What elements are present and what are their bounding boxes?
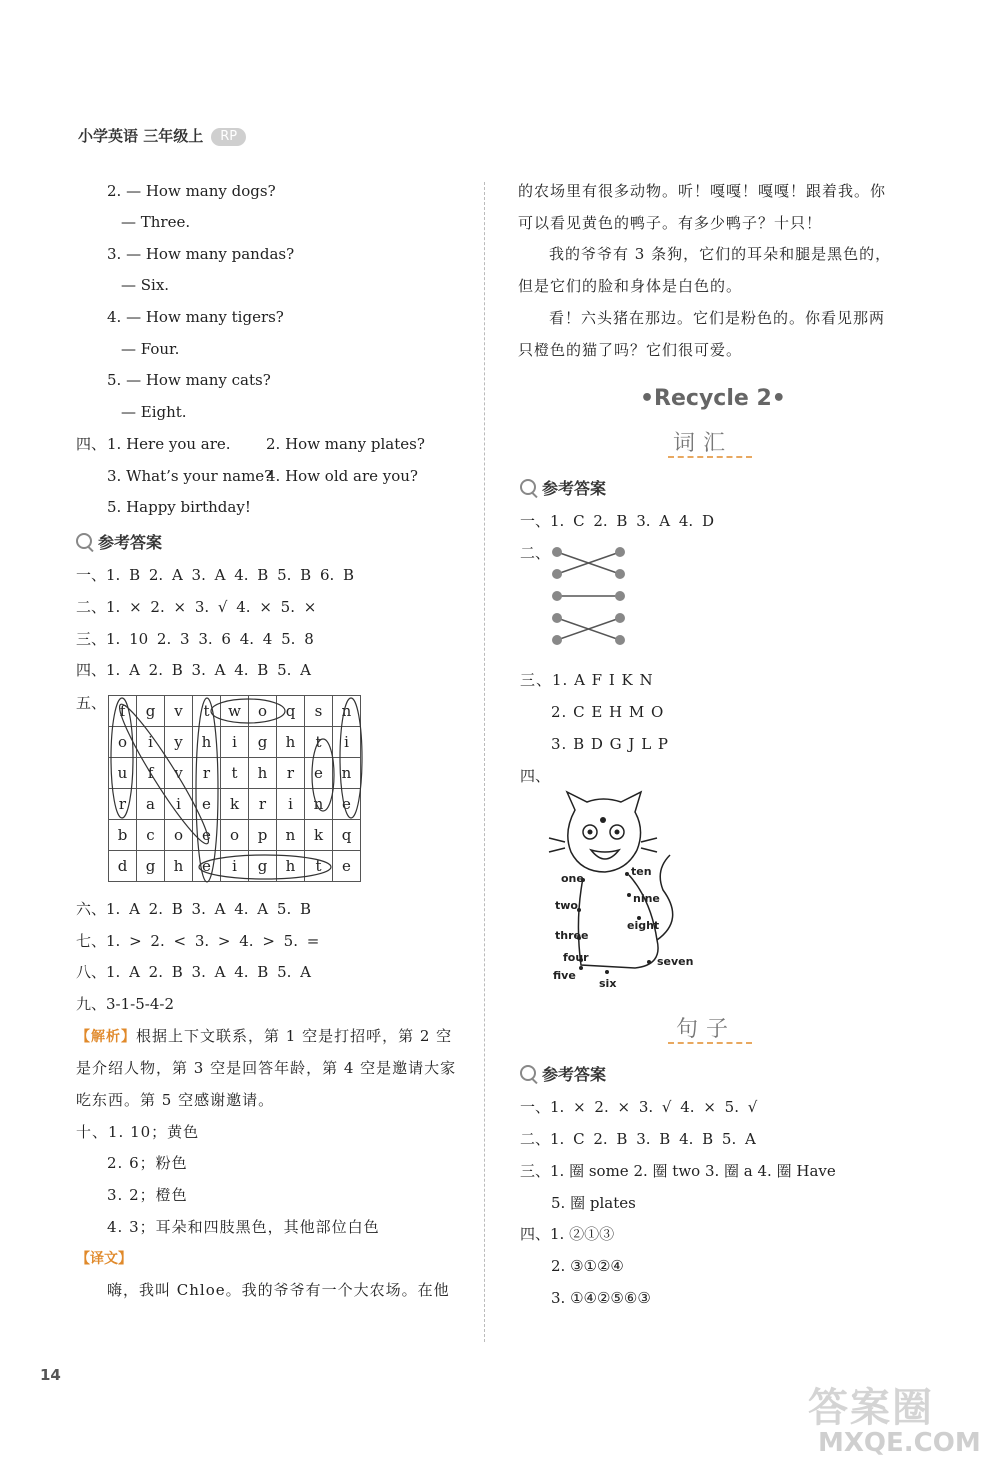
grid-cell: n (333, 696, 361, 727)
answer-line: 三、1. 圈 some 2. 圈 two 3. 圈 a 4. 圈 Have (520, 1162, 836, 1180)
grid-cell: f (137, 758, 165, 789)
grid-cell: o (249, 696, 277, 727)
grid-cell: r (277, 758, 305, 789)
cat-number-label: three (555, 929, 589, 942)
analysis-line: 吃东西。第 5 空感谢邀请。 (76, 1091, 275, 1109)
part4-item: 2. How many plates? (266, 435, 425, 453)
part10-line: 2. 6；粉色 (107, 1154, 188, 1172)
dialog-line: — Four. (121, 340, 180, 358)
dialog-line: 4. — How many tigers? (107, 308, 284, 326)
answer-line: 一、1. × 2. × 3. √ 4. × 5. √ (520, 1098, 758, 1116)
cat-number-label: four (563, 951, 589, 964)
watermark-logo: 答案圈 (808, 1385, 934, 1431)
grid-cell: v (165, 758, 193, 789)
grid-cell: n (333, 758, 361, 789)
reference-answers-heading (76, 530, 162, 553)
grid-cell: k (221, 789, 249, 820)
dialog-line: 2. — How many dogs? (107, 182, 276, 200)
matching-lines (545, 540, 635, 650)
answer-line: 3. ①④②⑤⑥③ (551, 1289, 651, 1307)
part4-label: 四、 (76, 435, 107, 453)
answer-line: 八、1. A 2. B 3. A 4. B 5. A (76, 963, 312, 981)
answer-line: 一、1. B 2. A 3. A 4. B 5. B 6. B (76, 566, 355, 584)
magnifier-icon (520, 1065, 536, 1081)
grid-cell: i (221, 851, 249, 882)
reference-label: 参考答案 (542, 1065, 607, 1084)
answer-line: 九、3-1-5-4-2 (76, 995, 174, 1013)
section-title: •Recycle 2• (640, 386, 786, 411)
grid-cell: c (137, 820, 165, 851)
grid-cell: e (333, 789, 361, 820)
analysis-tag: 【解析】 (76, 1029, 136, 1045)
grid-cell: n (277, 820, 305, 851)
part4-item: 1. Here you are. (107, 435, 231, 453)
grid-cell: g (249, 851, 277, 882)
answer-line: 四、1. ②①③ (520, 1225, 615, 1243)
grid-cell: v (165, 696, 193, 727)
column-divider (484, 182, 485, 1342)
word-circles (108, 695, 368, 885)
answer-line: 2. ③①②④ (551, 1257, 624, 1275)
cat-number-label: five (553, 969, 576, 982)
grid-cell: i (277, 789, 305, 820)
grid-cell: k (305, 820, 333, 851)
grid-label: 五、 (76, 694, 107, 712)
grid-cell: o (221, 820, 249, 851)
page-number: 14 (40, 1366, 61, 1384)
grid-cell: r (193, 758, 221, 789)
translation-tag: 【译文】 (76, 1251, 132, 1267)
translation-line: 看！六头猪在那边。它们是粉色的。你看见那两 (549, 309, 886, 327)
page-header (78, 125, 246, 146)
answer-line: 三、1. A F I K N (520, 671, 654, 689)
vocab-title: 词汇 (673, 431, 734, 456)
grid-cell: i (137, 727, 165, 758)
grid-cell: i (165, 789, 193, 820)
translation-line: 可以看见黄色的鸭子。有多少鸭子？十只！ (518, 214, 823, 232)
dialog-line: 3. — How many pandas? (107, 245, 295, 263)
grid-cell: r (109, 789, 137, 820)
grid-cell: h (277, 851, 305, 882)
dialog-line: — Three. (121, 213, 191, 231)
cat-number-label: ten (631, 865, 652, 878)
reference-label: 参考答案 (98, 533, 163, 552)
analysis-line: 是介绍人物，第 3 空是回答年龄，第 4 空是邀请大家 (76, 1059, 457, 1077)
reference-label: 参考答案 (542, 479, 607, 498)
grid-cell: r (249, 789, 277, 820)
cat-number-label: six (599, 977, 617, 990)
answer-line: 四、 (520, 767, 551, 785)
grid-cell: a (137, 789, 165, 820)
part4-item: 4. How old are you? (266, 467, 418, 485)
grid-cell: t (221, 758, 249, 789)
sentence-underline (668, 1042, 752, 1044)
header-title: 小学英语 三年级上 (78, 127, 204, 145)
grid-cell: h (249, 758, 277, 789)
cat-number-label: seven (657, 955, 694, 968)
reference-answers-heading (520, 476, 606, 499)
translation-line: 我的爷爷有 3 条狗，它们的耳朵和腿是黑色的， (549, 245, 892, 263)
word-search (108, 695, 361, 882)
analysis-text: 根据上下文联系，第 1 空是打招呼，第 2 空 (136, 1027, 453, 1045)
grid-cell: n (305, 789, 333, 820)
dialog-line: — Eight. (121, 403, 187, 421)
grid-cell: h (193, 727, 221, 758)
analysis-line (76, 1026, 452, 1047)
magnifier-icon (76, 533, 92, 549)
sentence-title: 句子 (676, 1017, 737, 1042)
grid-cell: e (333, 851, 361, 882)
vocab-underline (668, 456, 752, 458)
part10-line: 4. 3；耳朵和四肢黑色，其他部位白色 (107, 1218, 380, 1236)
translation-line: 只橙色的猫了吗？它们很可爱。 (518, 341, 743, 359)
grid-cell: t (305, 851, 333, 882)
cat-number-label: nine (633, 892, 660, 905)
grid-cell: t (193, 696, 221, 727)
translation-line: 的农场里有很多动物。听！嘎嘎！嘎嘎！跟着我。你 (518, 182, 887, 200)
grid-cell: e (305, 758, 333, 789)
part10-line: 十、1. 10；黄色 (76, 1123, 200, 1141)
answer-line: 四、1. A 2. B 3. A 4. B 5. A (76, 661, 312, 679)
magnifier-icon (520, 479, 536, 495)
cat-number-label: two (555, 899, 578, 912)
answer-line: 六、1. A 2. B 3. A 4. A 5. B (76, 900, 312, 918)
cat-number-label: eight (627, 919, 660, 932)
grid-cell: u (109, 758, 137, 789)
grid-cell: h (277, 727, 305, 758)
part4-item: 3. What’s your name? (107, 467, 273, 485)
answer-line: 二、1. C 2. B 3. B 4. B 5. A (520, 1130, 756, 1148)
grid-cell: g (137, 851, 165, 882)
grid-cell: t (305, 727, 333, 758)
answer-line: 3. B D G J L P (551, 735, 670, 753)
cat-illustration (545, 790, 715, 995)
answer-line: 5. 圈 plates (551, 1194, 636, 1212)
answer-line: 二、1. × 2. × 3. √ 4. × 5. × (76, 598, 317, 616)
grid-cell: w (221, 696, 249, 727)
grid-cell: o (165, 820, 193, 851)
answer-line: 二、 (520, 544, 551, 562)
grid-cell: d (109, 851, 137, 882)
grid-cell: e (193, 820, 221, 851)
answer-line: 一、1. C 2. B 3. A 4. D (520, 512, 714, 530)
answer-line: 七、1. > 2. < 3. > 4. > 5. = (76, 932, 320, 950)
translation-line: 嗨，我叫 Chloe。我的爷爷有一个大农场。在他 (107, 1281, 450, 1299)
answer-line: 三、1. 10 2. 3 3. 6 4. 4 5. 8 (76, 630, 314, 648)
grid-cell: f (109, 696, 137, 727)
edition-badge: RP (211, 128, 246, 146)
grid-cell: q (333, 820, 361, 851)
grid-cell: y (165, 727, 193, 758)
reference-answers-heading (520, 1062, 606, 1085)
watermark-url: MXQE.COM (818, 1428, 981, 1458)
part4-item: 5. Happy birthday! (107, 498, 251, 516)
grid-cell: e (193, 789, 221, 820)
grid-cell: g (137, 696, 165, 727)
part10-line: 3. 2；橙色 (107, 1186, 188, 1204)
answer-line: 2. C E H M O (551, 703, 665, 721)
grid-cell: s (305, 696, 333, 727)
grid-cell: e (193, 851, 221, 882)
grid-cell: i (221, 727, 249, 758)
grid-cell: g (249, 727, 277, 758)
grid-cell: i (333, 727, 361, 758)
grid-cell: p (249, 820, 277, 851)
grid-cell: h (165, 851, 193, 882)
translation-line: 但是它们的脸和身体是白色的。 (518, 277, 743, 295)
dialog-line: — Six. (121, 276, 170, 294)
cat-number-label: one (561, 872, 584, 885)
grid-cell: q (277, 696, 305, 727)
dialog-line: 5. — How many cats? (107, 371, 271, 389)
grid-cell: o (109, 727, 137, 758)
grid-cell: b (109, 820, 137, 851)
